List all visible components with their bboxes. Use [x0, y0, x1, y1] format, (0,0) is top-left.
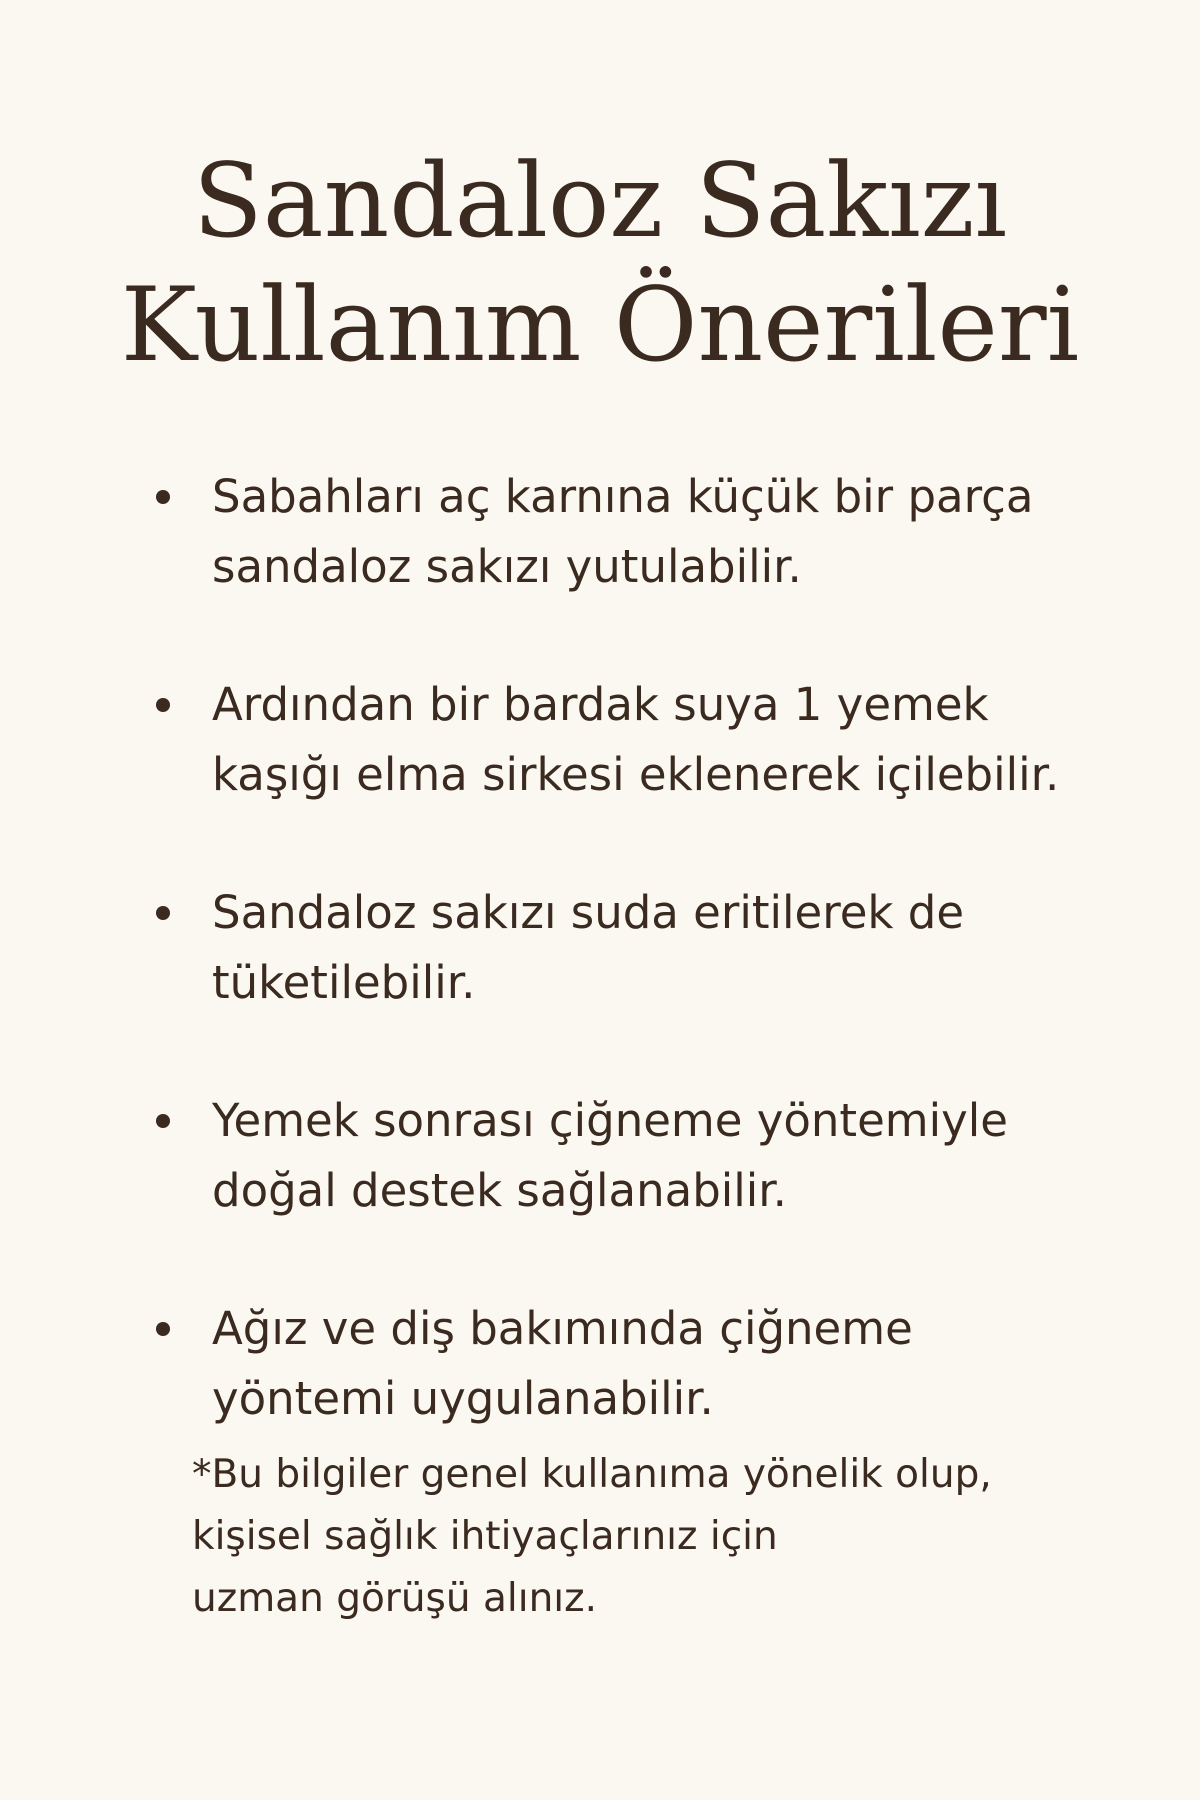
list-item	[150, 878, 1090, 1018]
list-item-text: Ağız ve diş bakımında çiğneme yöntemi uygulanabilir.	[212, 1302, 913, 1425]
page-title	[0, 140, 1200, 388]
usage-list	[150, 462, 1090, 1502]
list-item-text: Sandaloz sakızı suda eritilerek de tüketilebilir.	[212, 886, 965, 1009]
title-line-1: Sandaloz Sakızı	[192, 142, 1008, 261]
list-item-text: Sabahları aç karnına küçük bir parça sandaloz sakızı yutulabilir.	[212, 470, 1034, 593]
list-item	[150, 1086, 1090, 1226]
list-item-text: Ardından bir bardak suya 1 yemek kaşığı elma sirkesi eklenerek içilebilir.	[212, 678, 1060, 801]
list-item	[150, 1294, 1090, 1434]
bullet-icon	[156, 698, 170, 712]
bullet-icon	[156, 906, 170, 920]
list-item-text: Yemek sonrası çiğneme yöntemiyle doğal destek sağlanabilir.	[212, 1094, 1008, 1217]
bullet-icon	[156, 490, 170, 504]
disclaimer-note: *Bu bilgiler genel kullanıma yönelik olup, kişisel sağlık ihtiyaçlarınız için uzman görüşü alınız.	[192, 1452, 992, 1621]
bullet-icon	[156, 1322, 170, 1336]
bullet-icon	[156, 1114, 170, 1128]
list-item	[150, 670, 1090, 810]
list-item	[150, 462, 1090, 602]
title-line-2: Kullanım Önerileri	[120, 266, 1080, 385]
